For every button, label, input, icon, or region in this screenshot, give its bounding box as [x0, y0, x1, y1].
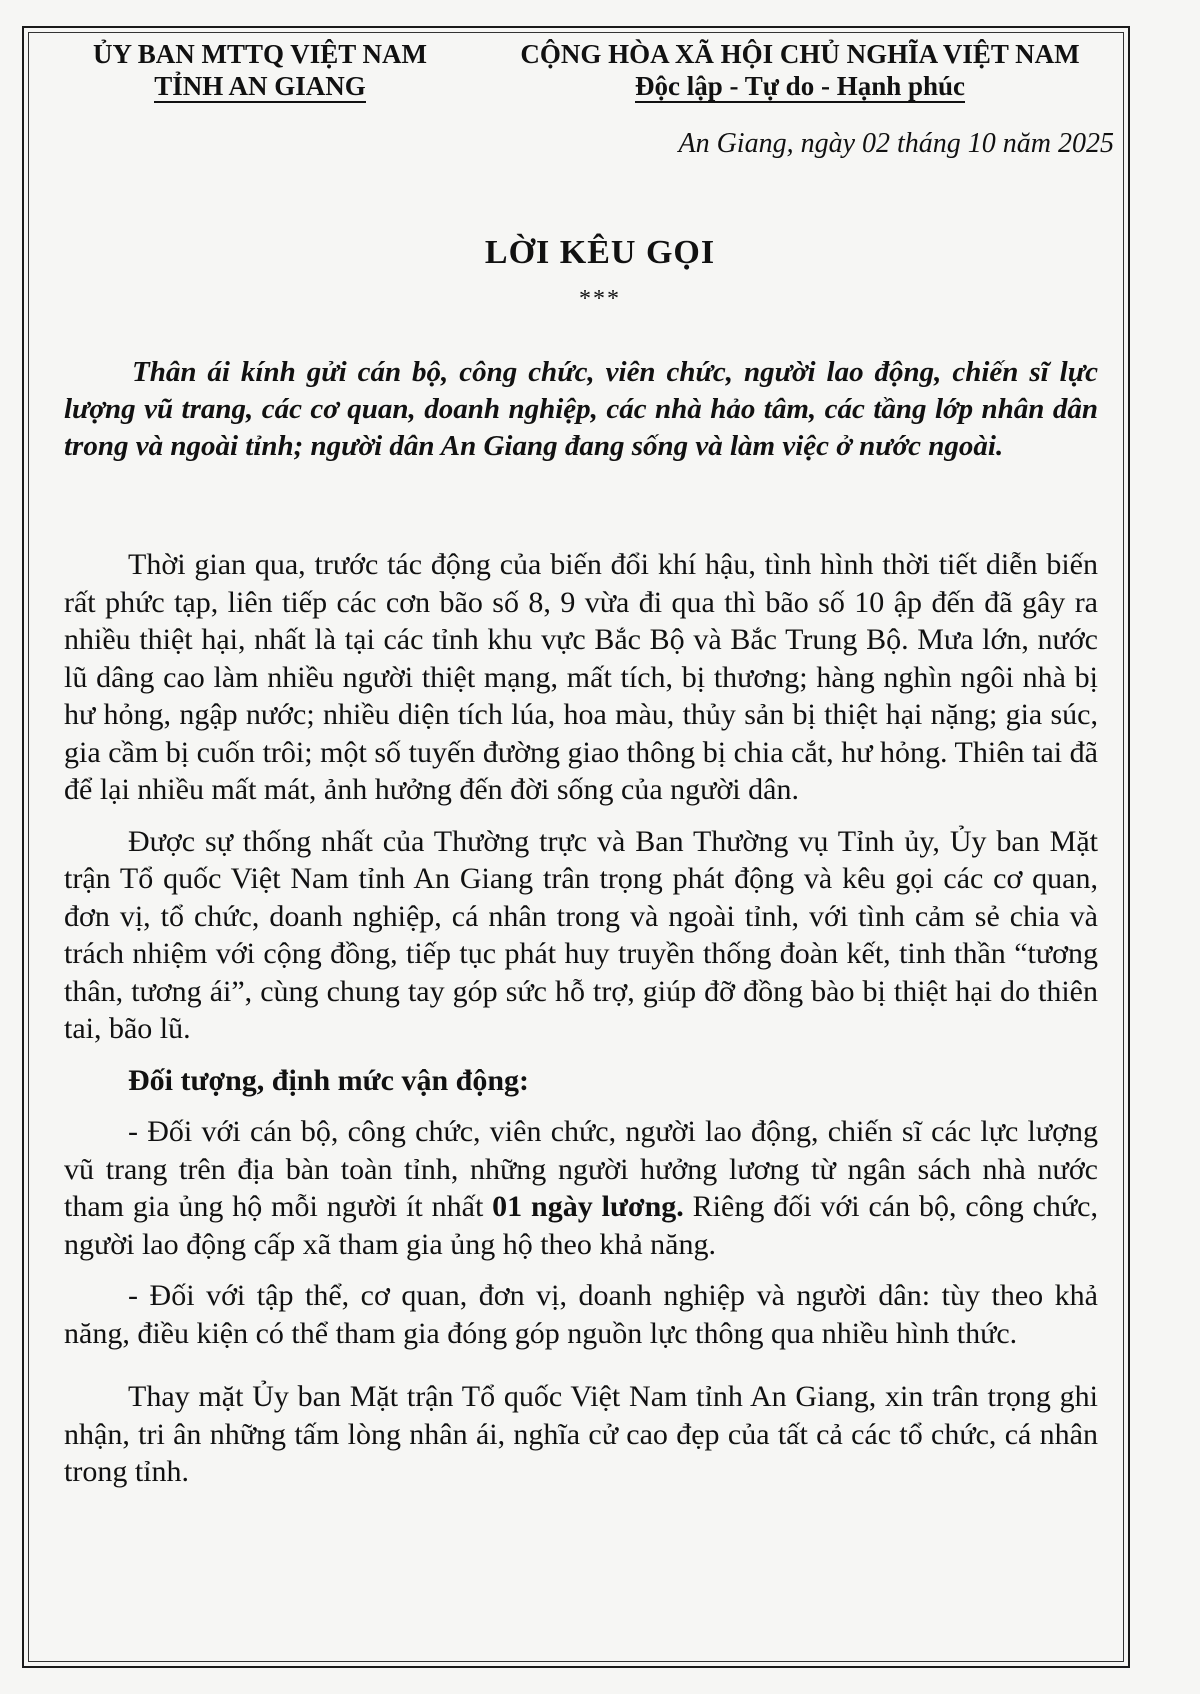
- agency-name: ỦY BAN MTTQ VIỆT NAM: [92, 39, 428, 69]
- issuing-agency: [70, 38, 450, 103]
- paragraph-situation: Thời gian qua, trước tác động của biến đổi khí hậu, tình hình thời tiết diễn biến rất phức tạp, liên tiếp các cơn bão số 8, 9 vừa đi qua thì bão số 10 ập đến đã gây ra nhiều thiệt hại, nhất là tại các tỉnh khu vực Bắc Bộ và Bắc Trung Bộ. Mưa lớn, nước lũ dâng cao làm nhiều người thiệt mạng, mất tích, bị thương; hàng nghìn ngôi nhà bị hư hỏng, ngập nước; nhiều diện tích lúa, hoa màu, thủy sản bị thiệt hại nặng; gia súc, gia cầm bị cuốn trôi; một số tuyến đường giao thông bị chia cắt, hư hỏng. Thiên tai đã để lại nhiều mất mát, ảnh hưởng đến đời sống của người dân.: [64, 548, 1098, 806]
- national-motto: [470, 38, 1130, 103]
- paragraph-organizations: - Đối với tập thể, cơ quan, đơn vị, doanh nghiệp và người dân: tùy theo khả năng, điều kiện có thể tham gia đóng góp nguồn lực thông qua nhiều hình thức.: [64, 1279, 1098, 1350]
- document-title: LỜI KÊU GỌI: [484, 234, 716, 271]
- section-heading: Đối tượng, định mức vận động:: [128, 1063, 530, 1097]
- agency-province: TỈNH AN GIANG: [154, 71, 366, 101]
- officials-text-end: Riêng đối với cán bộ, công chức, người lao động cấp xã tham gia ủng hộ theo khả năng.: [64, 1190, 1098, 1261]
- paragraph-officials: [64, 1113, 1098, 1263]
- document-body: [64, 546, 1098, 1505]
- one-day-salary: 01 ngày lương.: [492, 1190, 684, 1223]
- paragraph-appeal: Được sự thống nhất của Thường trực và Ban Thường vụ Tỉnh ủy, Ủy ban Mặt trận Tổ quốc Việt Nam tỉnh An Giang trân trọng phát động và kêu gọi các cơ quan, đơn vị, tổ chức, doanh nghiệp, cá nhân trong và ngoài tỉnh, với tình cảm sẻ chia và trách nhiệm với cộng đồng, tiếp tục phát huy truyền thống đoàn kết, tinh thần “tương thân, tương ái”, cùng chung tay góp sức hỗ trợ, giúp đỡ đồng bào bị thiệt hại do thiên tai, bão lũ.: [64, 824, 1098, 1045]
- title-separator: ***: [579, 286, 621, 312]
- salutation: Thân ái kính gửi cán bộ, công chức, viên chức, người lao động, chiến sĩ lực lượng vũ trang, các cơ quan, doanh nghiệp, các nhà hảo tâm, các tầng lớp nhân dân trong và ngoài tỉnh; người dân An Giang đang sống và làm việc ở nước ngoài.: [64, 356, 1098, 462]
- country-name: CỘNG HÒA XÃ HỘI CHỦ NGHĨA VIỆT NAM: [520, 39, 1080, 69]
- document-date: An Giang, ngày 02 tháng 10 năm 2025: [678, 128, 1114, 159]
- motto: Độc lập - Tự do - Hạnh phúc: [634, 71, 966, 101]
- paragraph-closing: Thay mặt Ủy ban Mặt trận Tổ quốc Việt Nam tỉnh An Giang, xin trân trọng ghi nhận, tri ân những tấm lòng nhân ái, nghĩa cử cao đẹp của tất cả các tổ chức, cá nhân trong tỉnh.: [64, 1380, 1098, 1488]
- officials-text-start: - Đối với cán bộ, công chức, viên chức, người lao động, chiến sĩ các lực lượng vũ trang trên địa bàn toàn tỉnh, những người hưởng lương từ ngân sách nhà nước tham gia ủng hộ mỗi người ít nhất: [64, 1115, 1098, 1223]
